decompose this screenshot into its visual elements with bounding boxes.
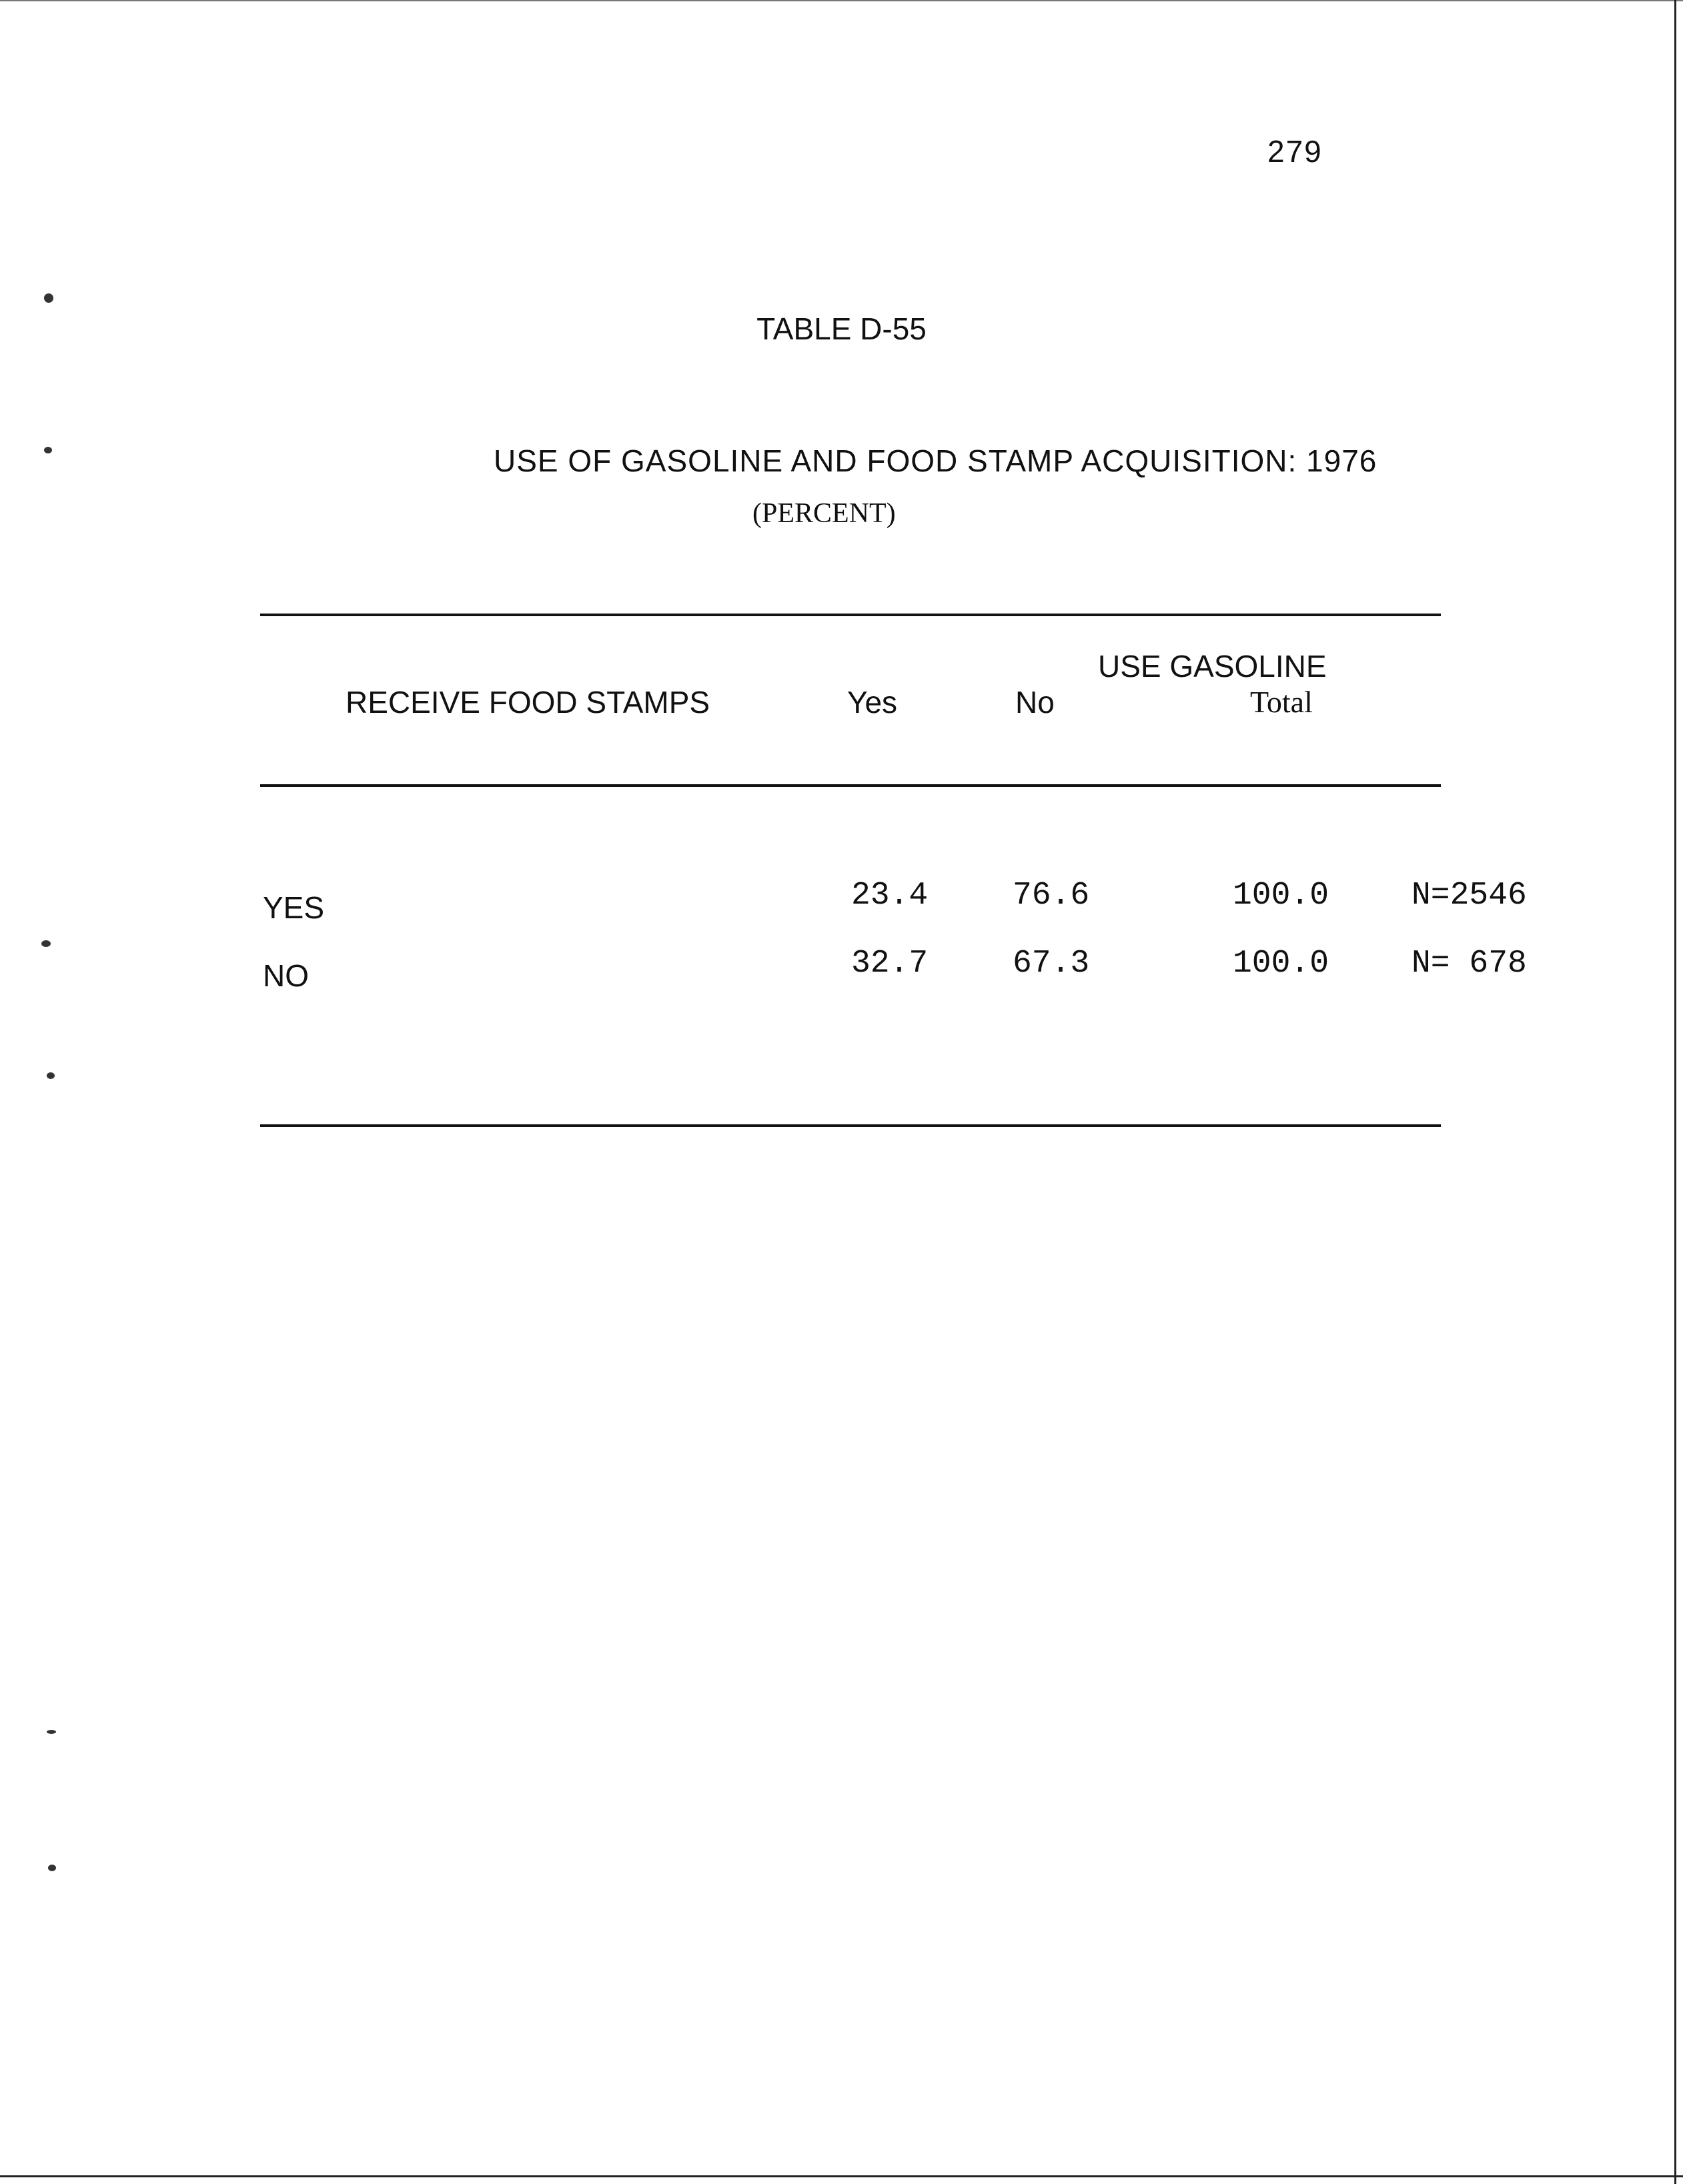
table-id: TABLE D-55	[756, 311, 927, 346]
scan-speck	[44, 447, 52, 453]
table-title: USE OF GASOLINE AND FOOD STAMP ACQUISITION: 1976	[494, 443, 1377, 478]
row-label: NO	[263, 958, 309, 993]
cell-yes: 32.7	[851, 946, 929, 982]
header-rule	[260, 784, 1441, 787]
cell-total: 100.0	[1233, 946, 1329, 982]
scan-speck	[47, 1730, 56, 1734]
table-top-rule	[260, 614, 1441, 616]
table-subtitle: (PERCENT)	[752, 498, 896, 529]
cell-no: 67.3	[1013, 946, 1090, 982]
cell-n: N=2546	[1412, 878, 1527, 914]
cell-no: 76.6	[1013, 878, 1090, 914]
page-edge-top	[0, 0, 1683, 1]
scan-speck	[44, 293, 53, 303]
row-label: YES	[263, 890, 325, 925]
cell-yes: 23.4	[851, 878, 929, 914]
cell-n: N= 678	[1412, 946, 1527, 982]
cell-total: 100.0	[1233, 878, 1329, 914]
page-number: 279	[1267, 134, 1323, 169]
scan-speck	[41, 940, 51, 947]
scan-speck	[47, 1072, 55, 1079]
column-header-no: No	[1015, 685, 1055, 720]
row-header: RECEIVE FOOD STAMPS	[346, 685, 710, 720]
column-header-yes: Yes	[847, 685, 898, 720]
group-header: USE GASOLINE	[1098, 649, 1327, 684]
column-header-total: Total	[1250, 685, 1313, 719]
scan-speck	[48, 1865, 56, 1871]
table-bottom-rule	[260, 1124, 1441, 1127]
page-edge-bottom	[0, 2175, 1683, 2177]
